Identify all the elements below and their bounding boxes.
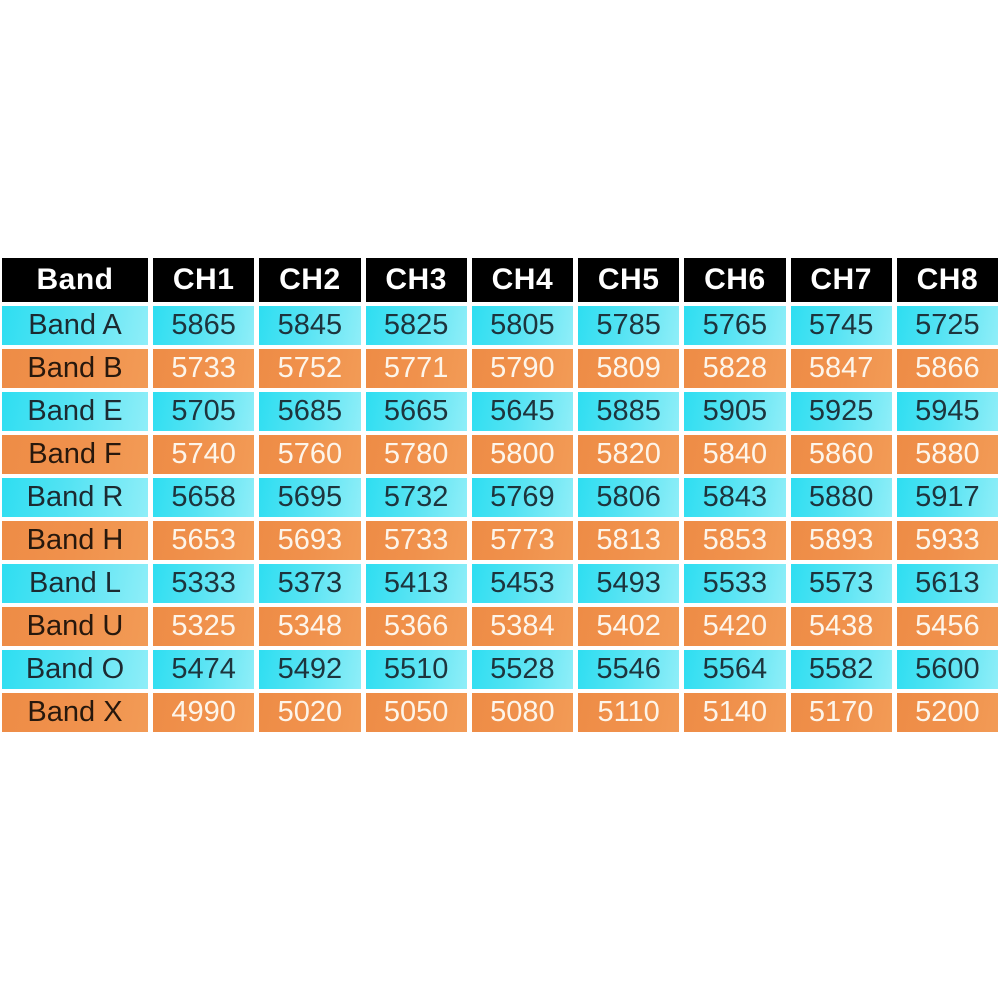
table-row [2, 564, 998, 603]
value-cell: 5456 [897, 607, 998, 646]
table-row [2, 435, 998, 474]
value-cell: 5533 [684, 564, 785, 603]
value-cell: 5080 [472, 693, 573, 732]
value-cell: 5373 [259, 564, 360, 603]
table-row [2, 306, 998, 345]
value-cell: 5893 [791, 521, 892, 560]
value-cell: 5110 [578, 693, 679, 732]
value-cell: 5333 [153, 564, 254, 603]
value-cell: 5645 [472, 392, 573, 431]
value-cell: 5725 [897, 306, 998, 345]
table-row [2, 607, 998, 646]
header-cell-ch5: CH5 [578, 258, 679, 302]
value-cell: 5050 [366, 693, 467, 732]
value-cell: 4990 [153, 693, 254, 732]
value-cell: 5658 [153, 478, 254, 517]
band-cell: Band X [2, 693, 148, 732]
value-cell: 5528 [472, 650, 573, 689]
value-cell: 5733 [366, 521, 467, 560]
value-cell: 5685 [259, 392, 360, 431]
value-cell: 5546 [578, 650, 679, 689]
table-row [2, 478, 998, 517]
table-row [2, 650, 998, 689]
value-cell: 5402 [578, 607, 679, 646]
value-cell: 5510 [366, 650, 467, 689]
value-cell: 5840 [684, 435, 785, 474]
value-cell: 5600 [897, 650, 998, 689]
band-cell: Band A [2, 306, 148, 345]
value-cell: 5745 [791, 306, 892, 345]
value-cell: 5493 [578, 564, 679, 603]
value-cell: 5765 [684, 306, 785, 345]
header-cell-ch7: CH7 [791, 258, 892, 302]
value-cell: 5805 [472, 306, 573, 345]
value-cell: 5733 [153, 349, 254, 388]
value-cell: 5200 [897, 693, 998, 732]
table-row [2, 392, 998, 431]
value-cell: 5771 [366, 349, 467, 388]
value-cell: 5732 [366, 478, 467, 517]
value-cell: 5780 [366, 435, 467, 474]
band-cell: Band E [2, 392, 148, 431]
value-cell: 5828 [684, 349, 785, 388]
band-cell: Band O [2, 650, 148, 689]
band-cell: Band B [2, 349, 148, 388]
band-cell: Band F [2, 435, 148, 474]
value-cell: 5880 [791, 478, 892, 517]
table-row [2, 693, 998, 732]
value-cell: 5170 [791, 693, 892, 732]
value-cell: 5820 [578, 435, 679, 474]
value-cell: 5866 [897, 349, 998, 388]
value-cell: 5917 [897, 478, 998, 517]
value-cell: 5769 [472, 478, 573, 517]
value-cell: 5474 [153, 650, 254, 689]
value-cell: 5582 [791, 650, 892, 689]
value-cell: 5693 [259, 521, 360, 560]
header-cell-ch4: CH4 [472, 258, 573, 302]
value-cell: 5925 [791, 392, 892, 431]
value-cell: 5384 [472, 607, 573, 646]
value-cell: 5847 [791, 349, 892, 388]
value-cell: 5695 [259, 478, 360, 517]
value-cell: 5325 [153, 607, 254, 646]
value-cell: 5813 [578, 521, 679, 560]
value-cell: 5613 [897, 564, 998, 603]
frequency-table-wrap [0, 254, 1000, 736]
table-row [2, 521, 998, 560]
value-cell: 5438 [791, 607, 892, 646]
value-cell: 5825 [366, 306, 467, 345]
value-cell: 5865 [153, 306, 254, 345]
value-cell: 5880 [897, 435, 998, 474]
value-cell: 5845 [259, 306, 360, 345]
value-cell: 5740 [153, 435, 254, 474]
value-cell: 5564 [684, 650, 785, 689]
table-row [2, 349, 998, 388]
value-cell: 5020 [259, 693, 360, 732]
value-cell: 5785 [578, 306, 679, 345]
value-cell: 5653 [153, 521, 254, 560]
value-cell: 5905 [684, 392, 785, 431]
value-cell: 5860 [791, 435, 892, 474]
value-cell: 5752 [259, 349, 360, 388]
value-cell: 5809 [578, 349, 679, 388]
table-header-row [2, 258, 998, 302]
value-cell: 5453 [472, 564, 573, 603]
value-cell: 5800 [472, 435, 573, 474]
value-cell: 5760 [259, 435, 360, 474]
value-cell: 5885 [578, 392, 679, 431]
header-cell-ch1: CH1 [153, 258, 254, 302]
value-cell: 5140 [684, 693, 785, 732]
value-cell: 5806 [578, 478, 679, 517]
header-cell-band: Band [2, 258, 148, 302]
header-cell-ch6: CH6 [684, 258, 785, 302]
header-cell-ch2: CH2 [259, 258, 360, 302]
value-cell: 5945 [897, 392, 998, 431]
band-cell: Band H [2, 521, 148, 560]
value-cell: 5573 [791, 564, 892, 603]
band-cell: Band L [2, 564, 148, 603]
header-cell-ch3: CH3 [366, 258, 467, 302]
value-cell: 5492 [259, 650, 360, 689]
value-cell: 5705 [153, 392, 254, 431]
value-cell: 5933 [897, 521, 998, 560]
header-cell-ch8: CH8 [897, 258, 998, 302]
value-cell: 5665 [366, 392, 467, 431]
value-cell: 5413 [366, 564, 467, 603]
value-cell: 5773 [472, 521, 573, 560]
value-cell: 5348 [259, 607, 360, 646]
value-cell: 5853 [684, 521, 785, 560]
band-cell: Band U [2, 607, 148, 646]
value-cell: 5420 [684, 607, 785, 646]
value-cell: 5843 [684, 478, 785, 517]
value-cell: 5366 [366, 607, 467, 646]
band-cell: Band R [2, 478, 148, 517]
value-cell: 5790 [472, 349, 573, 388]
band-channel-table [0, 254, 1000, 736]
